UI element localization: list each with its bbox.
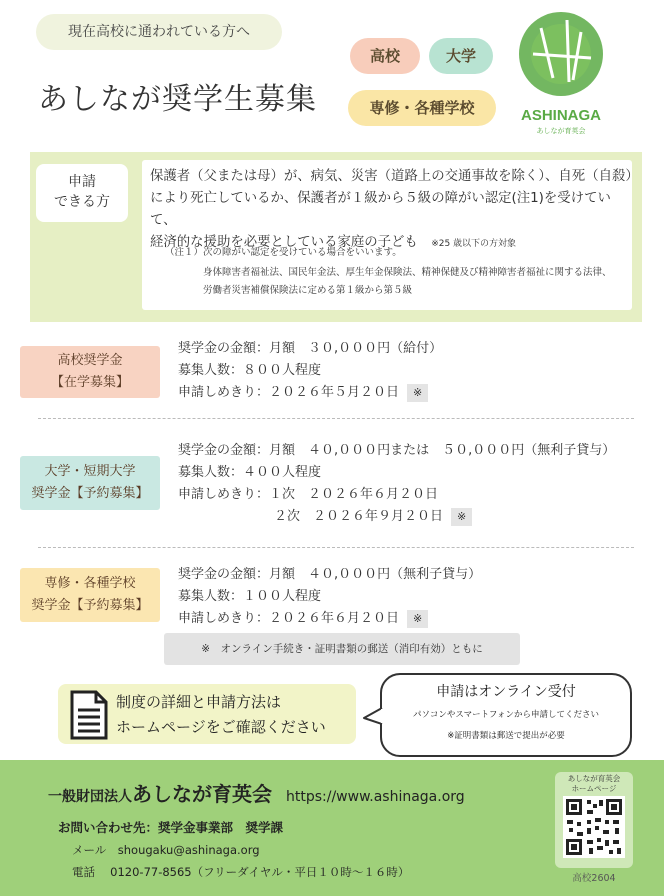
online-application-line1: パソコンやスマートフォンから申請してください — [413, 710, 599, 720]
vocational-scholarship-info — [178, 564, 481, 630]
organization-line — [48, 778, 465, 807]
scholarship-count: 募集人数：１００人程度 — [178, 589, 322, 604]
disability-note-line2: 労働者災害補償保険法に定める第１級から第５級 — [203, 285, 413, 296]
note-mark: ※ — [451, 508, 472, 526]
tag-university: 大学 — [429, 38, 493, 74]
scholarship-count: 募集人数：８００人程度 — [178, 363, 322, 378]
note-mark: ※ — [407, 610, 428, 628]
note-mark: ※ — [407, 384, 428, 402]
age-note: ※25 歳以下の方対象 — [431, 239, 517, 249]
qr-label-line2: ホームページ — [571, 784, 617, 793]
qr-code-icon[interactable] — [563, 796, 625, 858]
scholarship-amount: 奨学金の金額：月額 ４０,０００円（無利子貸与） — [178, 567, 482, 582]
scholarship-deadline-2: ２次 ２０２６年９月２０日 — [274, 509, 444, 524]
high-school-scholarship-info — [178, 338, 442, 404]
ashinaga-logo — [511, 8, 611, 138]
scholarship-amount: 奨学金の金額：月額 ４０,０００円または ５０,０００円（無利子貸与） — [178, 443, 616, 458]
org-prefix: 一般財団法人 — [48, 789, 132, 805]
qr-label — [555, 774, 633, 794]
eligibility-line3: 経済的な援助を必要としている家庭の子ども — [150, 235, 418, 250]
scholarship-label-line1: 大学・短期大学 — [44, 464, 136, 479]
scholarship-label-line1: 専修・各種学校 — [44, 576, 136, 591]
vocational-scholarship-label — [20, 568, 160, 622]
eligibility-line1: 保護者（父または母）が、病気、災害（道路上の交通事故を除く）、自死（自殺） — [150, 169, 639, 184]
eligibility-description — [150, 166, 639, 255]
contact-phone: 電話 0120-77-8565（フリーダイヤル・平日１０時〜１６時） — [72, 865, 410, 879]
scholarship-label-line2: 奨学金【予約募集】 — [31, 598, 149, 613]
high-school-scholarship-label — [20, 346, 160, 398]
qr-label-line1: あしなが育英会 — [567, 774, 621, 783]
online-application-title: 申請はオンライン受付 — [436, 684, 576, 700]
logo-subtext: あしなが育英会 — [536, 127, 586, 135]
flyer-code: 高校2604 — [572, 873, 616, 884]
detail-text — [116, 690, 326, 740]
scholarship-deadline: 申請しめきり：１次 ２０２６年６月２０日 — [178, 487, 439, 502]
tag-high-school: 高校 — [350, 38, 420, 74]
scholarship-amount: 奨学金の金額：月額 ３０,０００円（給付） — [178, 341, 443, 356]
scholarship-deadline: 申請しめきり：２０２６年５月２０日 — [178, 385, 400, 400]
scholarship-count: 募集人数：４００人程度 — [178, 465, 322, 480]
disability-note-body — [203, 264, 612, 300]
disability-note-line1: 身体障害者福祉法、国民年金法、厚生年金保険法、精神保健及び精神障害者福祉に関する法律、 — [203, 267, 612, 278]
eligibility-line2: により死亡しているか、保護者が１級から５級の障がい認定(注1)を受けていて、 — [150, 191, 611, 228]
section-divider — [38, 418, 634, 419]
disability-note-title: （注１）次の障がい認定を受けている場合をいいます。 — [165, 247, 402, 258]
contact-department: お問い合わせ先：奨学金事業部 奨学課 — [58, 820, 284, 835]
eligibility-label-line1: 申請 — [68, 174, 96, 190]
scholarship-label-line1: 高校奨学金 — [57, 353, 123, 368]
detail-line1: 制度の詳細と申請方法は — [116, 693, 282, 711]
document-icon — [70, 690, 108, 740]
university-scholarship-info — [178, 440, 615, 528]
eligibility-label-line2: できる方 — [54, 194, 110, 210]
page-title: あしなが奨学生募集 — [38, 82, 317, 117]
detail-line2: ホームページをご確認ください — [116, 718, 326, 736]
scholarship-label-line2: 【在学募集】 — [50, 375, 129, 390]
online-application-line2: ※証明書類は郵送で提出が必要 — [447, 731, 565, 741]
org-name: あしなが育英会 — [132, 782, 272, 806]
scholarship-label-line2: 奨学金【予約募集】 — [31, 486, 149, 501]
section-divider — [38, 547, 634, 548]
logo-wordmark: ASHINAGA — [520, 107, 602, 124]
tag-vocational-school: 専修・各種学校 — [348, 90, 496, 126]
online-postmark-note: ※ オンライン手続き・証明書類の郵送（消印有効）ともに — [164, 633, 520, 665]
scholarship-deadline: 申請しめきり：２０２６年６月２０日 — [178, 611, 400, 626]
org-url-link[interactable]: https://www.ashinaga.org — [286, 789, 465, 805]
university-scholarship-label — [20, 456, 160, 510]
audience-badge: 現在高校に通われている方へ — [36, 14, 282, 50]
contact-email[interactable]: メール shougaku@ashinaga.org — [72, 843, 260, 857]
eligibility-label — [36, 164, 128, 222]
